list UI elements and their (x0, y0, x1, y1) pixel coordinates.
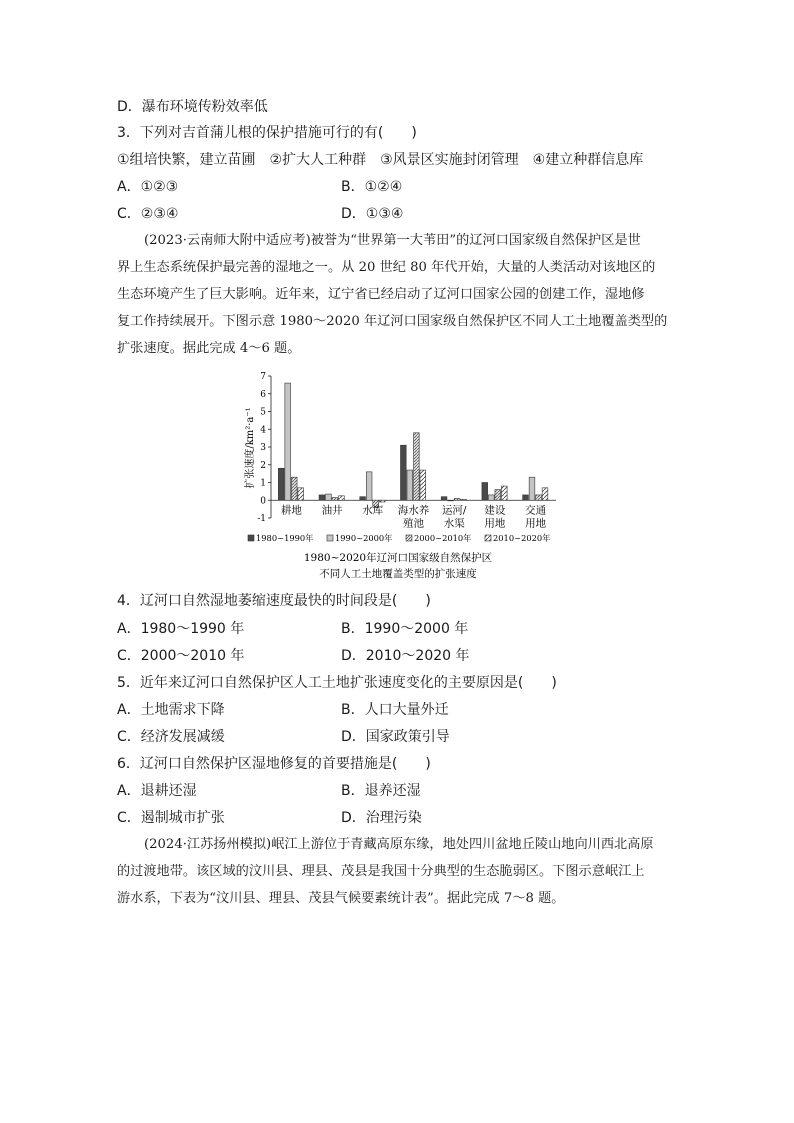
chart-bar (523, 495, 529, 500)
category-label: 水库 (362, 504, 384, 517)
legend-label: 1990~2000年 (335, 533, 393, 543)
q3-option-a: A．①②③ (117, 179, 179, 195)
chart-bar (278, 468, 284, 500)
chart-bar (339, 496, 345, 500)
chart-bar (501, 486, 507, 500)
chart-title-line2: 不同人工土地覆盖类型的扩张速度 (319, 568, 477, 580)
chart-bar (360, 497, 366, 501)
chart-bar (319, 495, 325, 500)
category-label: 耕地 (280, 504, 302, 517)
q5-option-a: A．土地需求下降 (117, 702, 225, 718)
question-4: 4．辽河口自然湿地萎缩速度最快的时间段是( ) (117, 593, 431, 609)
q6-option-d: D．治理污染 (341, 810, 422, 826)
category-label: 油井 (321, 504, 343, 517)
passage2-line1: (2024·江苏扬州模拟)岷江上游位于青藏高原东缘，地处四川盆地丘陵山地向川西北高原 (144, 837, 654, 852)
y-tick-label: 6 (260, 389, 266, 400)
chart-bar (285, 383, 291, 500)
legend-label: 2000~2010年 (414, 533, 472, 543)
q3-option-b: B．①②④ (341, 179, 403, 195)
category-label: 殖池 (403, 517, 424, 530)
q4-option-b: B．1990～2000 年 (341, 621, 469, 637)
y-tick-label: 7 (260, 372, 266, 382)
legend-swatch (485, 535, 491, 541)
chart-bar (529, 477, 535, 500)
question-3: 3．下列对吉首蒲儿根的保护措施可行的有( ) (117, 125, 417, 141)
y-tick-label: 5 (260, 407, 266, 418)
category-label: 水渠 (443, 517, 465, 530)
question-3-statements: ①组培快繁，建立苗圃 ②扩大人工种群 ③风景区实施封闭管理 ④建立种群信息库 (117, 152, 644, 168)
passage2-line3: 游水系，下表为“汶川县、理县、茂县气候要素统计表”。据此完成 7～8 题。 (117, 891, 565, 906)
chart-bar (414, 433, 420, 500)
category-label: 用地 (484, 517, 506, 530)
passage1-line5: 扩张速度。据此完成 4～6 题。 (117, 341, 301, 356)
category-label: 用地 (525, 517, 547, 530)
legend-swatch (406, 535, 412, 541)
category-label: 运河/ (441, 504, 467, 517)
chart-bar (454, 498, 460, 500)
chart-svg (240, 366, 560, 588)
passage1-line3: 生态环境产生了巨大影响。近年来，辽宁省已经启动了辽河口国家公园的创建工作，湿地修 (117, 287, 645, 302)
chart-bar (332, 498, 338, 501)
chart-bar (461, 499, 467, 500)
question-6: 6．辽河口自然保护区湿地修复的首要措施是( ) (117, 756, 431, 772)
q6-option-a: A．退耕还湿 (117, 783, 197, 799)
q5-option-b: B．人口大量外迁 (341, 702, 449, 718)
y-tick-label: 2 (260, 460, 266, 471)
chart-bar (495, 490, 501, 501)
chart-bar (448, 500, 454, 501)
q5-option-c: C．经济发展减缓 (117, 729, 225, 745)
y-tick-label: 4 (260, 425, 266, 436)
y-tick-label: 3 (260, 443, 266, 453)
chart-bar (291, 477, 297, 500)
chart-title-line1: 1980~2020年辽河口国家级自然保护区 (303, 552, 493, 564)
passage1-line1: (2023·云南师大附中适应考)被誉为“世界第一大苇田”的辽河口国家级自然保护区是世 (144, 233, 641, 248)
expansion-speed-chart (240, 366, 560, 588)
q3-option-d: D．①③④ (341, 206, 404, 222)
chart-bar (441, 497, 447, 501)
y-tick-label: 1 (260, 478, 266, 489)
q6-option-b: B．退养还湿 (341, 783, 421, 799)
q4-option-a: A．1980～1990 年 (117, 621, 245, 637)
passage1-line2: 界上生态系统保护最完善的湿地之一。从 20 世纪 80 年代开始，大量的人类活动对该地区的 (117, 260, 656, 275)
q3-option-c: C．②③④ (117, 206, 179, 222)
y-tick-label: -1 (257, 514, 266, 524)
q5-option-d: D．国家政策引导 (341, 729, 450, 745)
passage1-line4: 复工作持续展开。下图示意 1980～2020 年辽河口国家级自然保护区不同人工土地覆盖类型的 (117, 314, 668, 329)
q4-option-d: D．2010～2020 年 (341, 648, 470, 664)
chart-bar (326, 494, 332, 500)
chart-bar (366, 472, 372, 500)
chart-bar (482, 483, 488, 501)
question-5: 5．近年来辽河口自然保护区人工土地扩张速度变化的主要原因是( ) (117, 675, 557, 691)
category-label: 交通 (525, 504, 547, 517)
legend-label: 2010~2020年 (493, 533, 551, 543)
legend-label: 1980~1990年 (256, 533, 314, 543)
chart-bar (542, 488, 548, 500)
category-label: 海水养 (397, 504, 430, 517)
legend-swatch (248, 535, 254, 541)
legend-swatch (327, 535, 333, 541)
chart-bar (536, 495, 542, 500)
chart-bar (401, 445, 407, 500)
chart-bar (298, 488, 304, 500)
chart-bar (379, 500, 385, 502)
category-label: 建设 (484, 504, 506, 517)
chart-bar (407, 470, 413, 500)
prev-option-d: D．瀑布环境传粉效率低 (117, 99, 268, 115)
y-tick-label: 0 (260, 496, 266, 507)
q4-option-c: C．2000～2010 年 (117, 648, 245, 664)
passage2-line2: 的过渡地带。该区域的汶川县、理县、茂县是我国十分典型的生态脆弱区。下图示意岷江上 (117, 864, 645, 879)
q6-option-c: C．遏制城市扩张 (117, 810, 225, 826)
chart-bar (420, 470, 426, 500)
chart-bar (488, 495, 494, 500)
chart-ylabel: 扩张速度/km²·a⁻¹ (245, 407, 256, 489)
